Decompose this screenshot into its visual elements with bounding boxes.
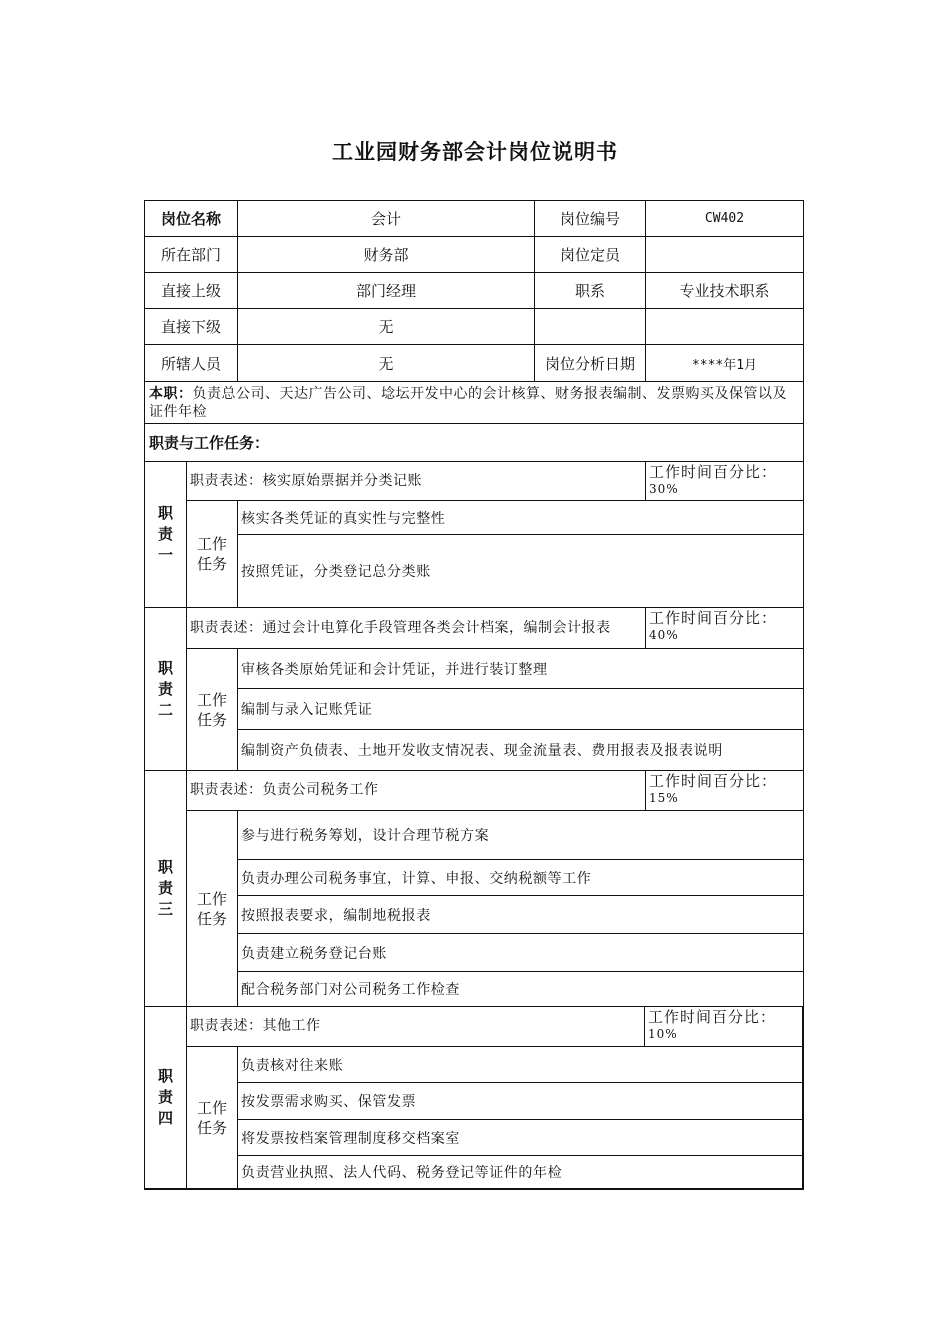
job-family-label: 职系 xyxy=(535,273,646,309)
task-label: 工作任务 xyxy=(187,811,238,1006)
task-item: 负责办理公司税务事宜，计算、申报、交纳税额等工作 xyxy=(238,860,803,896)
task-item: 负责建立税务登记台账 xyxy=(238,934,803,972)
position-code-label: 岗位编号 xyxy=(535,201,646,237)
task-item: 编制与录入记账凭证 xyxy=(238,689,803,730)
position-name-value: 会计 xyxy=(238,201,535,237)
task-label: 工作任务 xyxy=(187,649,238,770)
duty-statement-row xyxy=(187,1007,802,1047)
duty-statement: 职责表述：负责公司税务工作 xyxy=(190,782,379,798)
subordinate-value: 无 xyxy=(238,309,535,345)
duty-block xyxy=(144,1007,804,1190)
job-summary-text: 负责总公司、天达广告公司、埝坛开发中心的会计核算、财务报表编制、发票购买及保管以及证件年检 xyxy=(149,386,787,420)
duty-block xyxy=(144,462,804,608)
managed-label: 所辖人员 xyxy=(145,345,238,381)
duty-name: 职责四 xyxy=(145,1007,187,1188)
duty-name: 职责三 xyxy=(145,771,187,1006)
duty-statement: 职责表述：其他工作 xyxy=(190,1018,321,1034)
analysis-date-label: 岗位分析日期 xyxy=(535,345,646,381)
task-item: 审核各类原始凭证和会计凭证，并进行装订整理 xyxy=(238,649,803,689)
task-item: 配合税务部门对公司税务工作检查 xyxy=(241,982,460,998)
duty-statement-row xyxy=(187,608,803,649)
task-item: 负责营业执照、法人代码、税务登记等证件的年检 xyxy=(241,1165,563,1181)
duty-block xyxy=(144,771,804,1007)
duty-statement: 职责表述：通过会计电算化手段管理各类会计档案，编制会计报表 xyxy=(190,619,611,636)
duty-statement-row xyxy=(187,462,803,501)
position-code-value: CW402 xyxy=(646,201,803,237)
task-item: 将发票按档案管理制度移交档案室 xyxy=(238,1120,802,1156)
duty-name: 职责二 xyxy=(145,608,187,770)
time-percent: 工作时间百分比： 30% xyxy=(645,462,803,500)
duty-statement: 职责表述：核实原始票据并分类记账 xyxy=(190,472,422,489)
header-table xyxy=(144,200,804,382)
time-percent: 工作时间百分比： 15% xyxy=(645,771,803,810)
department-label: 所在部门 xyxy=(145,237,238,273)
analysis-date-value: ****年1月 xyxy=(691,357,758,373)
task-label: 工作任务 xyxy=(187,501,238,607)
empty-cell xyxy=(646,309,803,345)
task-item: 按照报表要求，编制地税报表 xyxy=(238,896,803,934)
headcount-value xyxy=(646,237,803,273)
task-item: 核实各类凭证的真实性与完整性 xyxy=(238,501,803,535)
duties-header: 职责与工作任务： xyxy=(144,424,804,462)
job-summary xyxy=(144,382,804,424)
duty-name: 职责一 xyxy=(145,462,187,607)
duty-block xyxy=(144,608,804,771)
job-summary-label: 本职： xyxy=(149,386,193,402)
position-name-label: 岗位名称 xyxy=(145,201,238,237)
task-item: 按发票需求购买、保管发票 xyxy=(238,1083,802,1120)
duty-statement-row xyxy=(187,771,803,811)
headcount-label: 岗位定员 xyxy=(535,237,646,273)
time-percent: 工作时间百分比： 10% xyxy=(644,1007,802,1046)
department-value: 财务部 xyxy=(238,237,535,273)
job-description-table xyxy=(144,200,804,1190)
task-item: 参与进行税务筹划，设计合理节税方案 xyxy=(238,811,803,860)
task-label: 工作任务 xyxy=(187,1047,238,1188)
page-title: 工业园财务部会计岗位说明书 xyxy=(332,140,618,164)
empty-cell xyxy=(535,309,646,345)
subordinate-label: 直接下级 xyxy=(145,309,238,345)
superior-value: 部门经理 xyxy=(238,273,535,309)
job-family-value: 专业技术职系 xyxy=(646,273,803,309)
task-item: 按照凭证，分类登记总分类账 xyxy=(241,564,431,580)
task-item: 负责核对往来账 xyxy=(238,1047,802,1083)
superior-label: 直接上级 xyxy=(145,273,238,309)
task-item: 编制资产负债表、土地开发收支情况表、现金流量表、费用报表及报表说明 xyxy=(241,743,723,759)
time-percent: 工作时间百分比： 40% xyxy=(645,608,803,648)
managed-value: 无 xyxy=(238,345,535,381)
